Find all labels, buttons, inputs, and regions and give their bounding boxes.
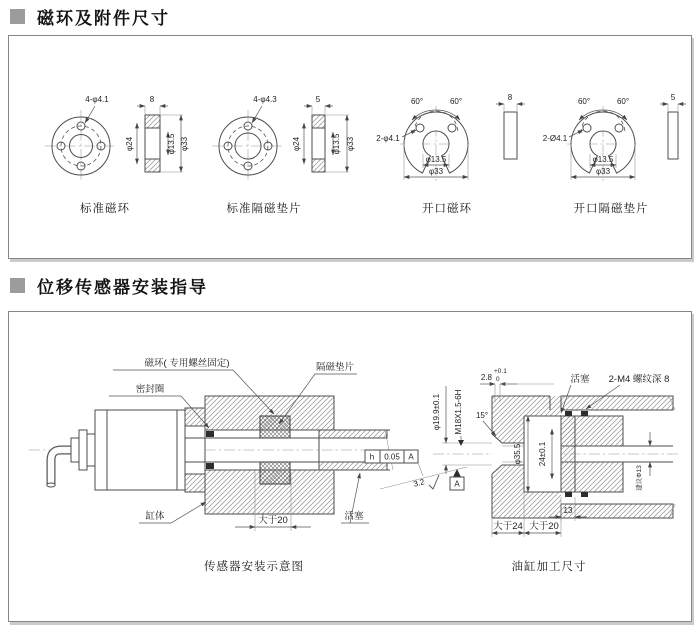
caption-open-ring: 开口磁环: [422, 203, 472, 215]
caption-open-spacer: 开口隔磁垫片: [573, 203, 649, 215]
dim-thickness-4: 5: [670, 93, 676, 102]
section2-title: 位移传感器安装指导: [37, 278, 208, 297]
dim-holes-1: 4-φ4.1: [85, 95, 109, 104]
section-bullet-icon: [10, 278, 25, 293]
cylinder-wall-top: [561, 396, 673, 410]
caption-installation: 传感器安装示意图: [204, 561, 304, 573]
open-magnet-ring-drawing: [376, 93, 525, 215]
dim-step-tol-up: +0.1: [494, 368, 507, 375]
dim-angle15: 15°: [475, 411, 489, 420]
standard-magnet-ring-drawing: [45, 95, 189, 215]
caption-standard-ring: 标准磁环: [80, 203, 130, 215]
standard-spacer-drawing: [212, 95, 355, 215]
label-m4-thread: 2-M4 螺纹深 8: [608, 374, 670, 385]
dim-inner-1: φ13.5: [167, 133, 176, 155]
label-piston-install: 活塞: [344, 511, 364, 522]
m4-thread-marker: [565, 411, 572, 416]
dim-mid-1: φ24: [125, 136, 134, 152]
dim-thread: M18X1.5-6H: [454, 389, 463, 435]
cylinder-machining-drawing: [380, 368, 679, 573]
dim-gt20-machining: 大于20: [529, 521, 559, 532]
section1-header: [10, 4, 170, 29]
dim-holes-2: 4-φ4.3: [253, 95, 277, 104]
label-cylinder-body: 缸体: [145, 511, 165, 522]
dim-holes-4: 2-Ø4.1: [542, 134, 568, 143]
caption-machining: 油缸加工尺寸: [511, 561, 587, 573]
section-bullet-icon: [10, 9, 25, 24]
roughness-check-icon: [429, 475, 439, 489]
magnet-ring-section: [260, 416, 290, 438]
open-spacer-drawing: [543, 93, 686, 215]
tol-symbol: h: [369, 452, 375, 462]
dim-outer-2: φ33: [346, 136, 355, 152]
label-seal: 密封圈: [135, 384, 165, 395]
label-magnet-ring: 磁环( 专用螺丝固定): [144, 358, 230, 369]
dim-outer-4: φ33: [595, 167, 611, 176]
dim-bore: φ35.5: [513, 443, 522, 465]
dim-step-tol-dn: 0: [496, 376, 500, 383]
dim-step: 2.8: [480, 373, 492, 382]
dim-datum: A: [454, 479, 460, 489]
dim-thickness-1: 8: [149, 95, 155, 104]
dim-inner-4: φ13.5: [592, 155, 614, 164]
cylinder-wall-bottom: [561, 504, 673, 518]
magnet-dimensions-panel: [8, 35, 692, 259]
section1-title: 磁环及附件尺寸: [37, 9, 170, 28]
dim-gt20-install: 大于20: [258, 515, 288, 526]
sensor-body: [95, 410, 185, 490]
tol-datum-ref: A: [408, 452, 414, 462]
dim-outer-3: φ33: [428, 167, 444, 176]
dim-gt24: 大于24: [493, 521, 523, 532]
caption-standard-spacer: 标准隔磁垫片: [226, 203, 302, 215]
seal-ring: [206, 431, 214, 437]
installation-guide-panel: [8, 311, 692, 622]
dim-angle-left-3: 60°: [410, 97, 424, 106]
dim-mid-2: φ24: [292, 136, 301, 152]
installation-guide-drawing: [9, 312, 689, 619]
label-piston-machining: 活塞: [570, 374, 590, 385]
dim-thickness-2: 5: [315, 95, 321, 104]
dim-holes-3: 2-φ4.1: [376, 134, 400, 143]
dim-roughness: 3.2: [412, 477, 426, 489]
dim-angle-right-4: 60°: [616, 97, 630, 106]
label-spacer: 隔磁垫片: [315, 362, 355, 373]
dim-outer-1: φ33: [180, 136, 189, 152]
dim-inner-3: φ13.5: [425, 155, 447, 164]
section2-header: [10, 273, 208, 298]
piston-section: [319, 430, 387, 438]
dim-angle-right-3: 60°: [449, 97, 463, 106]
tolerance-frame: [365, 450, 423, 476]
sensor-installation-schematic: [29, 357, 423, 573]
dim-rod-hole: 建议Φ13: [636, 465, 643, 491]
dim-counterbore: φ19.9±0.1: [432, 393, 441, 431]
dim-thickness-3: 8: [507, 93, 513, 102]
tol-value: 0.05: [384, 452, 400, 462]
dim-inner-2: φ13.5: [332, 133, 341, 155]
magnet-dimensions-drawing: [9, 36, 689, 256]
dim-land: 13: [563, 506, 573, 515]
dim-angle-left-4: 60°: [577, 97, 591, 106]
dim-seat: 24±0.1: [538, 441, 547, 467]
